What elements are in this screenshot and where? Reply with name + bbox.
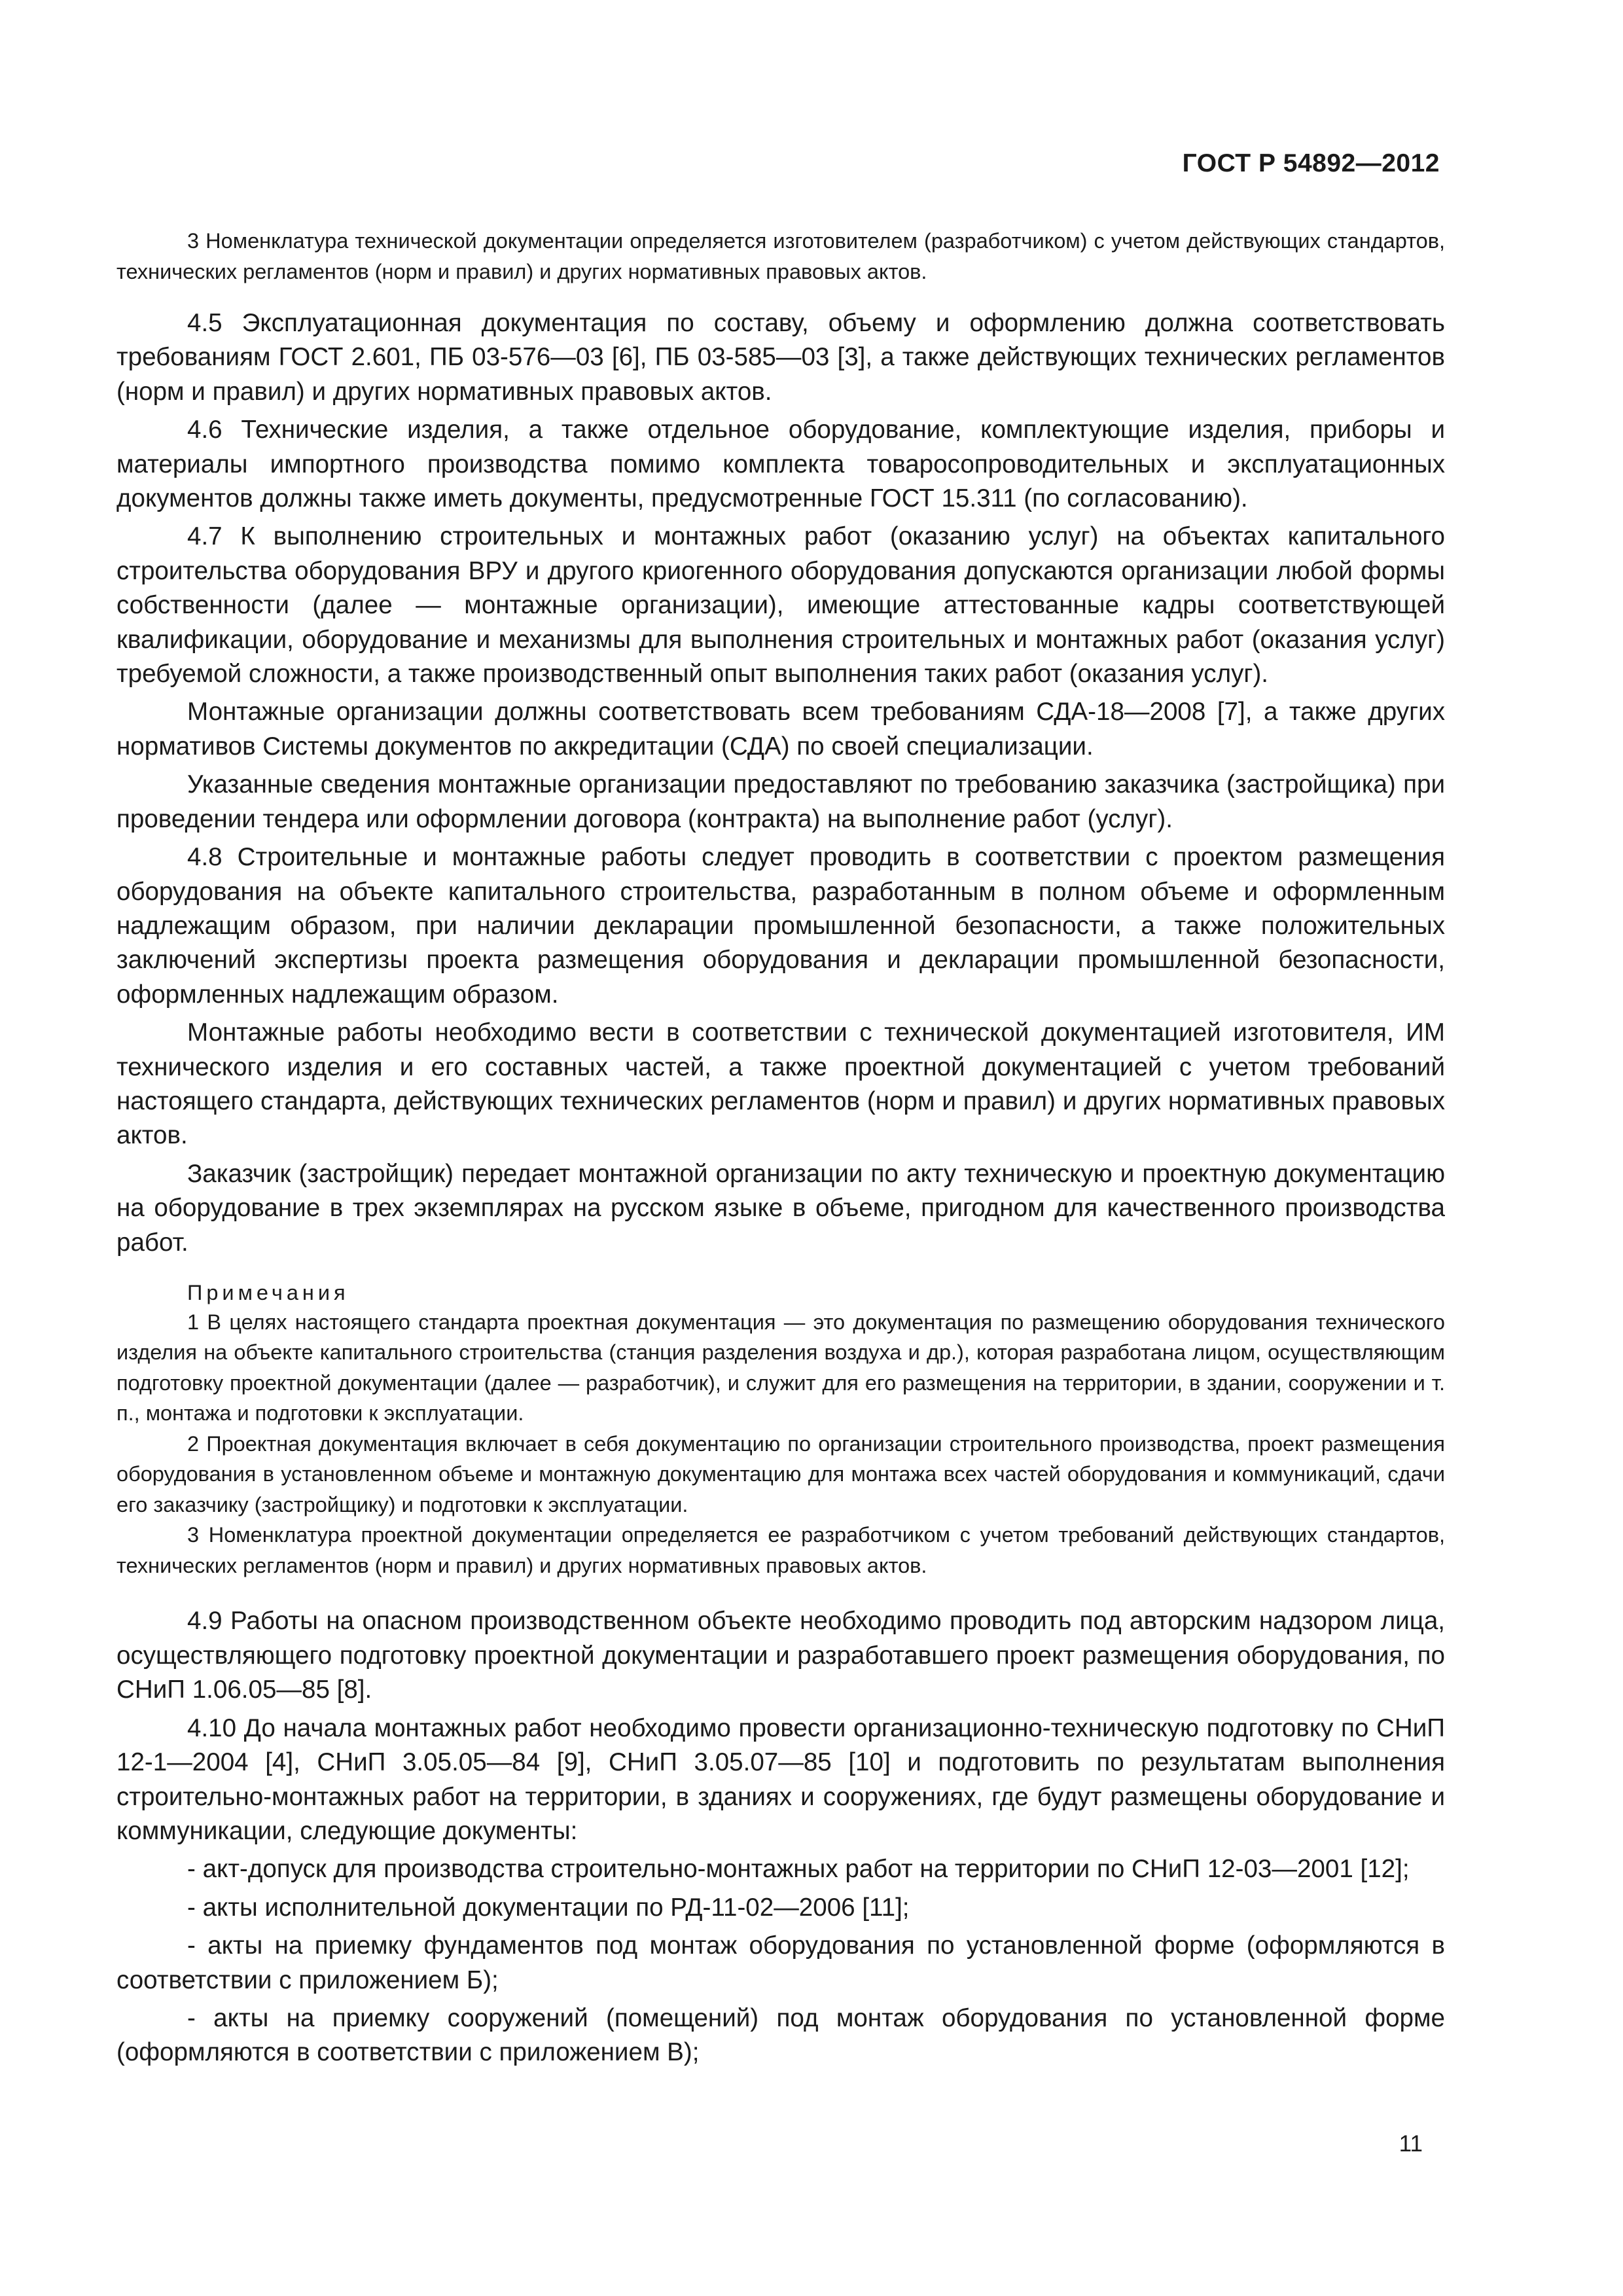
paragraph-4-6: 4.6 Технические изделия, а также отдельное оборудование, комплектующие изделия, приборы и материалы импортного производства помимо комплекта товаросопроводительных и эксплуатационных документов должны также иметь документы, предусмотренные ГОСТ 15.311 (по согласованию). xyxy=(116,416,1445,513)
paragraph-4-7-c: Указанные сведения монтажные организации предоставляют по требованию заказчика (застройщика) при проведении тендера или оформлении договора (контракта) на выполнение работ (услуг). xyxy=(116,770,1445,833)
document-code-header: ГОСТ Р 54892—2012 xyxy=(1182,149,1440,177)
page-content xyxy=(116,226,1445,2070)
top-note: 3 Номенклатура технической документации определяется изготовителем (разработчиком) с учетом действующих стандартов, технических регламентов (норм и правил) и других нормативных правовых актов. xyxy=(116,229,1445,283)
list-item: - акты на приемку сооружений (помещений) под монтаж оборудования по установленной форме (оформляются в соответствии с приложением В); xyxy=(116,2003,1445,2067)
paragraph-4-7: 4.7 К выполнению строительных и монтажных работ (оказанию услуг) на объектах капитального строительства оборудования ВРУ и другого криогенного оборудования допускаются организации любой формы собственности (далее — монтажные организации), имеющие аттестованные кадры соответствующей квалификации, оборудование и механизмы для выполнения строительных и монтажных работ (оказания услуг) требуемой сложности, а также производственный опыт выполнения таких работ (оказания услуг). xyxy=(116,522,1445,689)
paragraph-4-8-b: Монтажные работы необходимо вести в соответствии с технической документацией изготовителя, ИМ технического изделия и его составных частей, а также проектной документацией с учетом требований настоящего стандарта, действующих технических регламентов (норм и правил) и других нормативных правовых актов. xyxy=(116,1018,1445,1150)
note-2: 2 Проектная документация включает в себя документацию по организации строительного производства, проект размещения оборудования в установленном объеме и монтажную документацию для монтажа всех частей оборудования и коммуникаций, сдачи его заказчику (застройщику) и подготовки к эксплуатации. xyxy=(116,1431,1445,1516)
paragraph-4-8: 4.8 Строительные и монтажные работы следует проводить в соответствии с проектом размещения оборудования на объекте капитального строительства, разработанным в полном объеме и оформленным надлежащим образом, при наличии декларации промышленной безопасности, а также положительных заключений экспертизы проекта размещения оборудования и декларации промышленной безопасности, оформленных надлежащим образом. xyxy=(116,843,1445,1009)
page-number: 11 xyxy=(1399,2131,1423,2157)
paragraph-4-8-c: Заказчик (застройщик) передает монтажной организации по акту техническую и проектную документацию на оборудование в трех экземплярах на русском языке в объеме, пригодном для качественного производства работ. xyxy=(116,1159,1445,1257)
list-item: - акт-допуск для производства строительно-монтажных работ на территории по СНиП 12-03—2001 [12]; xyxy=(187,1855,1410,1884)
note-1: 1 В целях настоящего стандарта проектная документация — это документация по размещению оборудования технического изделия на объекте капитального строительства (станция разделения воздуха и др.), которая разработана лицом, осуществляющим подготовку проектной документации (далее — разработчик), и служит для его размещения на территории, в здании, сооружении и т. п., монтажа и подготовки к эксплуатации. xyxy=(116,1310,1445,1426)
list-item: - акты исполнительной документации по РД-11-02—2006 [11]; xyxy=(187,1893,910,1922)
paragraph-4-9: 4.9 Работы на опасном производственном объекте необходимо проводить под авторским надзором лица, осуществляющего подготовку проектной документации и разработавшего проект размещения оборудования, по СНиП 1.06.05—85 [8]. xyxy=(116,1607,1445,1704)
notes-title: Примечания xyxy=(187,1280,349,1304)
list-item: - акты на приемку фундаментов под монтаж оборудования по установленной форме (оформляются в соответствии с приложением Б); xyxy=(116,1931,1445,1994)
note-3: 3 Номенклатура проектной документации определяется ее разработчиком с учетом требований действующих стандартов, технических регламентов (норм и правил) и других нормативных правовых актов. xyxy=(116,1523,1445,1577)
paragraph-4-5: 4.5 Эксплуатационная документация по составу, объему и оформлению должна соответствовать требованиям ГОСТ 2.601, ПБ 03-576—03 [6], ПБ 03-585—03 [3], а также действующих технических регламентов (норм и правил) и других нормативных правовых актов. xyxy=(116,309,1445,406)
paragraph-4-10: 4.10 До начала монтажных работ необходимо провести организационно-техническую подготовку по СНиП 12-1—2004 [4], СНиП 3.05.05—84 [9], СНиП 3.05.07—85 [10] и подготовить по результатам выполнения строительно-монтажных работ на территории, в зданиях и сооружениях, где будут размещены оборудование и коммуникации, следующие документы: xyxy=(116,1713,1445,1845)
paragraph-4-7-b: Монтажные организации должны соответствовать всем требованиям СДА-18—2008 [7], а также других нормативов Системы документов по аккредитации (СДА) по своей специализации. xyxy=(116,698,1445,761)
